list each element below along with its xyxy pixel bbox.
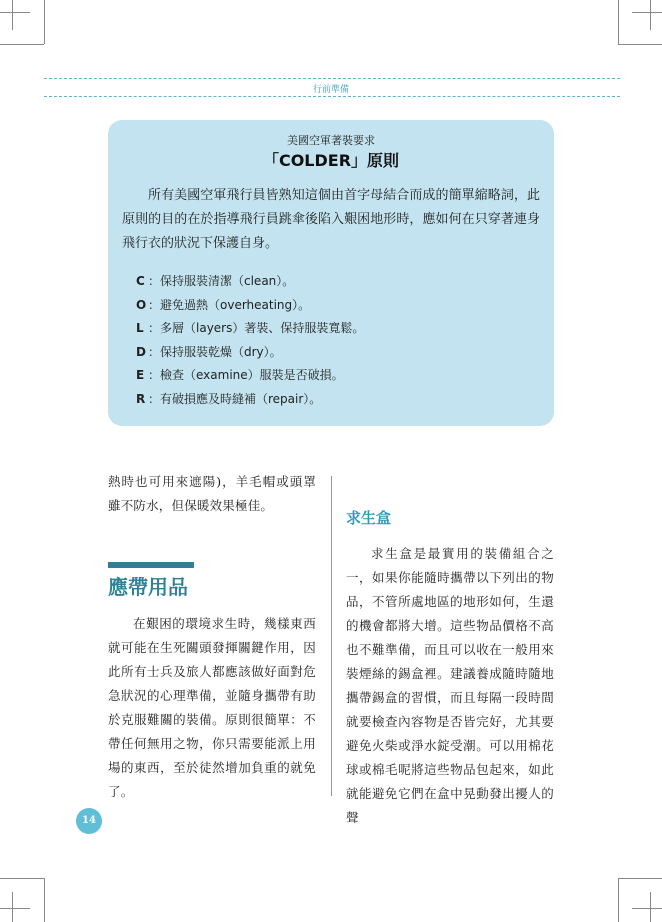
rule-text: ：保持服裝清潔（clean）。 [148, 274, 295, 288]
running-header [0, 82, 662, 95]
crop-mark [12, 892, 13, 922]
page-number: 14 [82, 815, 96, 826]
section-title-bar [108, 562, 194, 568]
crop-mark [44, 0, 45, 44]
crop-mark [632, 12, 662, 13]
rule-item [136, 390, 364, 414]
colder-rule-list [136, 272, 364, 413]
column-divider [331, 476, 332, 796]
crop-mark [650, 892, 651, 922]
rule-letter: D [136, 344, 146, 359]
header-dashed-line [44, 78, 620, 79]
crop-mark [618, 0, 619, 44]
box-paragraph: 所有美國空軍飛行員皆熟知這個由首字母結合而成的簡單縮略詞，此原則的目的在於指導飛行員跳傘後陷入艱困地形時，應如何在只穿著連身飛行衣的狀況下保護自身。 [122, 188, 540, 251]
crop-mark [0, 44, 44, 45]
crop-mark [0, 908, 30, 909]
rule-letter: C [136, 274, 145, 288]
rule-text: ：檢查（examine）服裝是否破損。 [148, 368, 344, 382]
crop-mark [0, 878, 44, 879]
crop-mark [618, 878, 662, 879]
rule-item [136, 272, 364, 296]
crop-mark [632, 908, 662, 909]
crop-mark [12, 0, 13, 30]
rule-item [136, 296, 364, 320]
crop-mark [0, 12, 30, 13]
rule-letter: E [136, 368, 145, 382]
rule-text: ：有破損應及時縫補（repair）。 [148, 391, 322, 406]
rule-letter: R [136, 391, 146, 406]
rule-letter: O [136, 297, 147, 312]
rule-item [136, 366, 364, 390]
subsection-body-paragraph: 求生盒是最實用的裝備組合之一，如果你能隨時攜帶以下列出的物品，不管所處地區的地形如何，生還的機會都將大增。這些物品價格不高也不難準備，而且可以收在一般用來裝煙絲的錫盒裡。建議養成隨時隨地攜帶錫盒的習慣，而且每隔一段時間就要檢查內容物是否皆完好，尤其要避免火柴或淨水錠受潮。可以用棉花球或棉毛呢將這些物品包起來，如此就能避免它們在盒中晃動發出擾人的聲 [346, 546, 554, 825]
header-dashed-line [44, 96, 620, 97]
box-title: 「COLDER」原則 [262, 151, 400, 170]
box-subtitle: 美國空軍著裝要求 [287, 134, 375, 147]
crop-mark [618, 44, 662, 45]
crop-mark [44, 878, 45, 922]
rule-text: ：保持服裝乾燥（dry）。 [148, 344, 282, 359]
running-header-text: 行前準備 [307, 85, 355, 95]
rule-letter: L [136, 321, 144, 335]
section-body-paragraph: 在艱困的環境求生時，幾樣東西就可能在生死關頭發揮關鍵作用，因此所有士兵及旅人都應該做好面對危急狀況的心理準備，並隨身攜帶有助於克服難關的裝備。原則很簡單：不帶任何無用之物，你只需要能派上用場的東西，至於徒然增加負重的就免了。 [108, 616, 316, 799]
rule-item [136, 319, 364, 343]
crop-mark [650, 0, 651, 30]
rule-text: ：避免過熱（overheating）。 [148, 297, 311, 312]
colder-principle-box [108, 120, 554, 426]
page-number-badge [76, 808, 102, 834]
crop-mark [618, 878, 619, 922]
subsection-title: 求生盒 [346, 509, 392, 527]
rule-text: ：多層（layers）著裝、保持服裝寬鬆。 [148, 321, 365, 335]
continued-paragraph: 熱時也可用來遮陽)，羊毛帽或頭罩雖不防水，但保暖效果極佳。 [108, 474, 316, 513]
section-title: 應帶用品 [108, 575, 188, 599]
rule-item [136, 343, 364, 367]
